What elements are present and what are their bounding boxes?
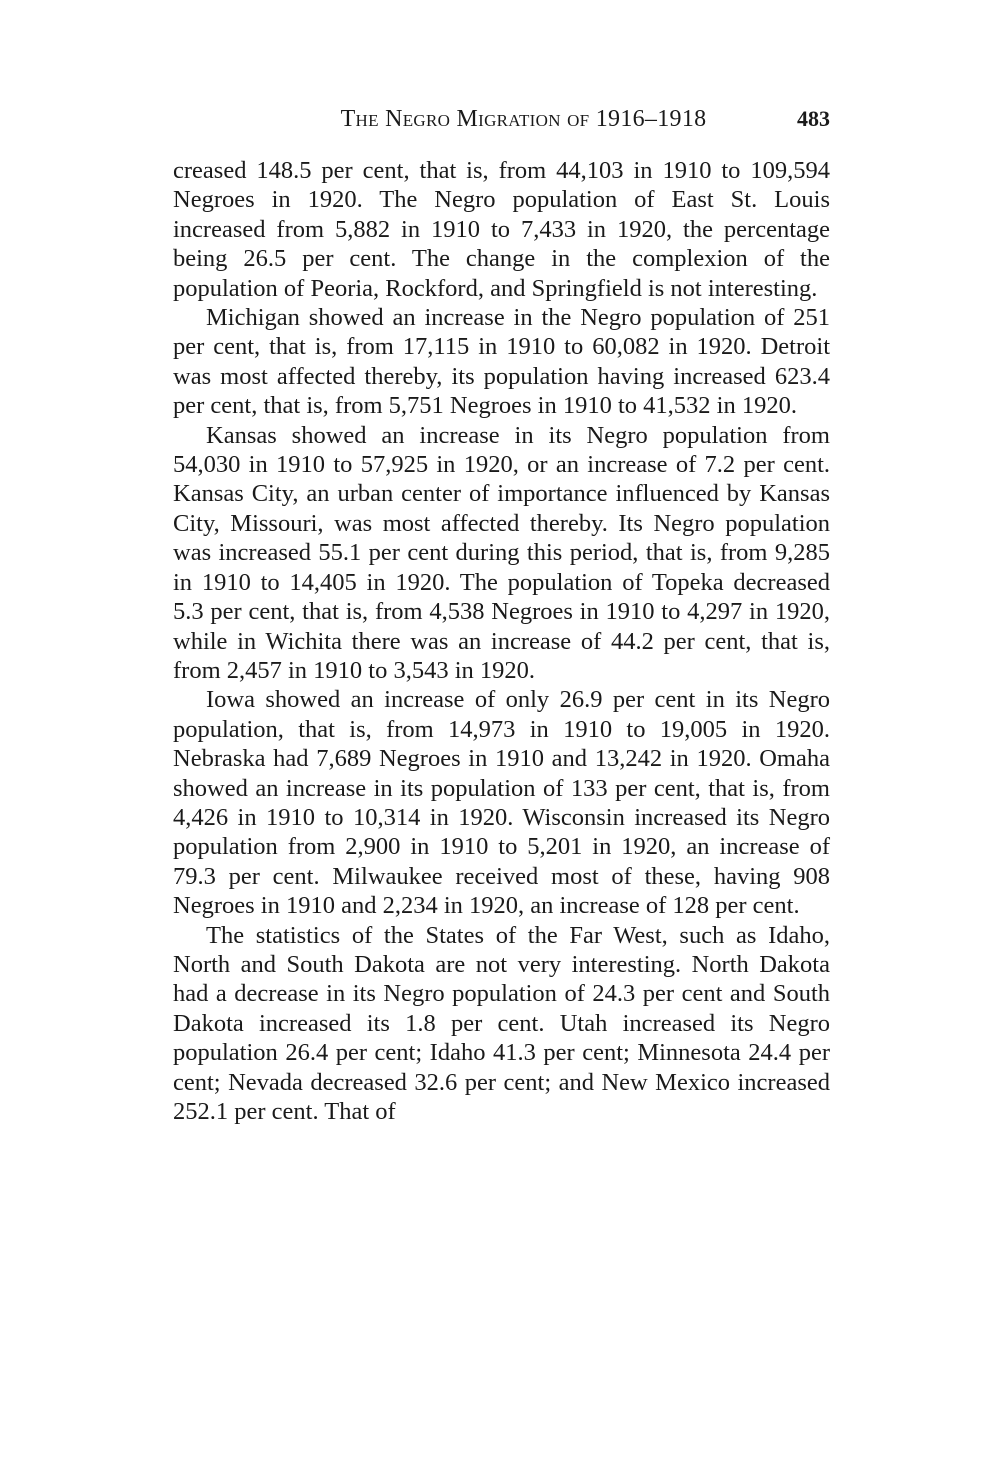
running-head: [173, 106, 830, 140]
paragraph-kansas: Kansas showed an increase in its Negro population from 54,030 in 1910 to 57,925 in 1920, or an increase of 7.2 per cent. Kansas City, an urban center of importance influenced by Kansas City, Missouri, was most affected thereby. Its Negro population was increased 55.1 per cent during this period, that is, from 9,285 in 1910 to 14,405 in 1920. The population of Topeka decreased 5.3 per cent, that is, from 4,538 Negroes in 1910 to 4,297 in 1920, while in Wichita there was an increase of 44.2 per cent, that is, from 2,457 in 1910 to 3,543 in 1920.: [173, 421, 830, 684]
body-text: [173, 156, 830, 1126]
page-number: 483: [797, 106, 830, 131]
paragraph-illinois-continued: creased 148.5 per cent, that is, from 44,103 in 1910 to 109,594 Negroes in 1920. The Negro population of East St. Louis increased from 5,882 in 1910 to 7,433 in 1920, the percentage being 26.5 per cent. The change in the complexion of the population of Peoria, Rockford, and Springfield is not interesting.: [173, 157, 830, 302]
paragraph-iowa-nebraska-wisconsin: Iowa showed an increase of only 26.9 per cent in its Negro population, that is, from 14,973 in 1910 to 19,005 in 1920. Nebraska had 7,689 Negroes in 1910 and 13,242 in 1920. Omaha showed an increase in its population of 133 per cent, that is, from 4,426 in 1910 to 10,314 in 1920. Wisconsin increased its Negro population from 2,900 in 1910 to 5,201 in 1920, an increase of 79.3 per cent. Milwaukee received most of these, having 908 Negroes in 1910 and 2,234 in 1920, an increase of 128 per cent.: [173, 686, 830, 920]
running-title: The Negro Migration of 1916–1918: [340, 106, 707, 132]
paragraph-far-west: The statistics of the States of the Far West, such as Idaho, North and South Dakota are not very interesting. North Dakota had a decrease in its Negro population of 24.3 per cent and South Dakota increased its 1.8 per cent. Utah increased its Negro population 26.4 per cent; Idaho 41.3 per cent; Minnesota 24.4 per cent; Nevada decreased 32.6 per cent; and New Mexico increased 252.1 per cent. That of: [173, 921, 830, 1125]
paragraph-michigan: Michigan showed an increase in the Negro population of 251 per cent, that is, from 17,115 in 1910 to 60,082 in 1920. Detroit was most affected thereby, its population having increased 623.4 per cent, that is, from 5,751 Negroes in 1910 to 41,532 in 1920.: [173, 304, 830, 420]
